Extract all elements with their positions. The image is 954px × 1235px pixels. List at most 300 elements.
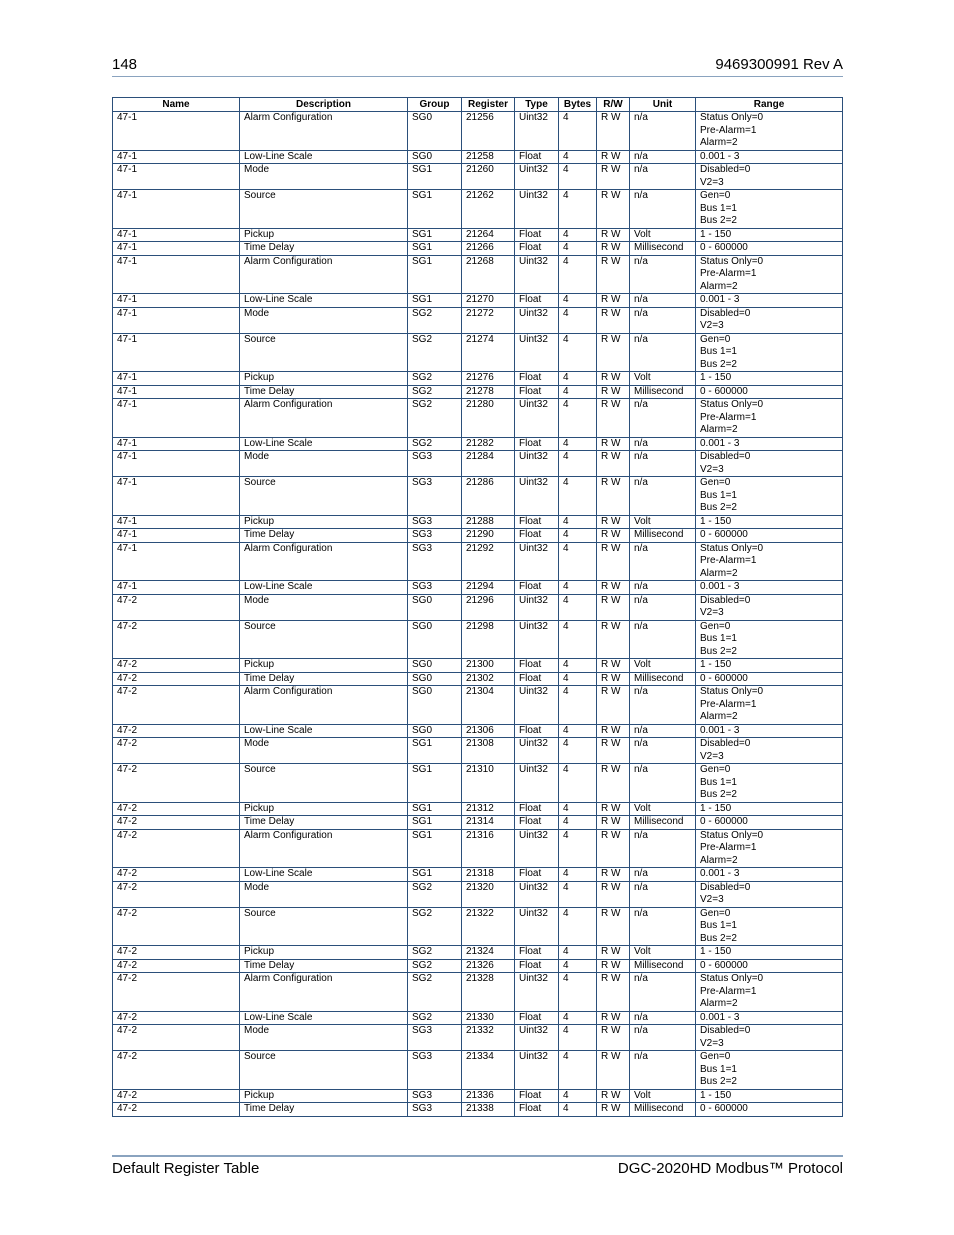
cell-bytes: 4 — [559, 451, 597, 477]
cell-bytes: 4 — [559, 150, 597, 164]
cell-register: 21308 — [462, 738, 515, 764]
cell-register: 21270 — [462, 294, 515, 308]
cell-register: 21272 — [462, 307, 515, 333]
cell-description: Low-Line Scale — [240, 868, 408, 882]
cell-type: Uint32 — [515, 973, 559, 1012]
cell-unit: n/a — [630, 1011, 696, 1025]
cell-range: 0 - 600000 — [696, 385, 843, 399]
cell-range: Gen=0 Bus 1=1 Bus 2=2 — [696, 190, 843, 229]
cell-bytes: 4 — [559, 738, 597, 764]
cell-type: Uint32 — [515, 881, 559, 907]
footer-rule — [112, 1155, 843, 1157]
cell-bytes: 4 — [559, 529, 597, 543]
cell-rw: R W — [597, 307, 630, 333]
cell-description: Time Delay — [240, 672, 408, 686]
cell-unit: n/a — [630, 594, 696, 620]
cell-name: 47-2 — [113, 1103, 240, 1117]
cell-name: 47-1 — [113, 437, 240, 451]
cell-bytes: 4 — [559, 686, 597, 725]
cell-register: 21338 — [462, 1103, 515, 1117]
cell-type: Uint32 — [515, 112, 559, 151]
cell-unit: n/a — [630, 255, 696, 294]
cell-unit: n/a — [630, 764, 696, 803]
cell-group: SG0 — [408, 594, 462, 620]
cell-register: 21278 — [462, 385, 515, 399]
cell-type: Float — [515, 150, 559, 164]
cell-unit: n/a — [630, 150, 696, 164]
cell-group: SG3 — [408, 542, 462, 581]
cell-register: 21328 — [462, 973, 515, 1012]
cell-bytes: 4 — [559, 437, 597, 451]
cell-group: SG2 — [408, 946, 462, 960]
cell-description: Pickup — [240, 515, 408, 529]
cell-bytes: 4 — [559, 1025, 597, 1051]
cell-unit: n/a — [630, 868, 696, 882]
cell-rw: R W — [597, 764, 630, 803]
cell-register: 21330 — [462, 1011, 515, 1025]
table-row — [113, 868, 843, 882]
table-row — [113, 164, 843, 190]
cell-description: Low-Line Scale — [240, 150, 408, 164]
cell-name: 47-1 — [113, 228, 240, 242]
cell-register: 21286 — [462, 477, 515, 516]
cell-group: SG3 — [408, 1103, 462, 1117]
cell-name: 47-2 — [113, 959, 240, 973]
cell-unit: Volt — [630, 372, 696, 386]
cell-name: 47-2 — [113, 1051, 240, 1090]
table-row — [113, 724, 843, 738]
cell-range: Disabled=0 V2=3 — [696, 164, 843, 190]
cell-description: Low-Line Scale — [240, 437, 408, 451]
cell-register: 21298 — [462, 620, 515, 659]
cell-type: Float — [515, 515, 559, 529]
cell-rw: R W — [597, 724, 630, 738]
cell-name: 47-1 — [113, 385, 240, 399]
cell-rw: R W — [597, 333, 630, 372]
cell-rw: R W — [597, 881, 630, 907]
cell-description: Alarm Configuration — [240, 542, 408, 581]
cell-bytes: 4 — [559, 1051, 597, 1090]
cell-type: Uint32 — [515, 829, 559, 868]
table-row — [113, 686, 843, 725]
cell-type: Float — [515, 816, 559, 830]
cell-name: 47-1 — [113, 372, 240, 386]
table-row — [113, 451, 843, 477]
table-row — [113, 529, 843, 543]
cell-rw: R W — [597, 385, 630, 399]
cell-name: 47-1 — [113, 294, 240, 308]
table-row — [113, 1103, 843, 1117]
table-row — [113, 294, 843, 308]
cell-bytes: 4 — [559, 228, 597, 242]
cell-group: SG0 — [408, 724, 462, 738]
cell-unit: n/a — [630, 620, 696, 659]
cell-unit: Volt — [630, 946, 696, 960]
cell-rw: R W — [597, 594, 630, 620]
cell-register: 21292 — [462, 542, 515, 581]
cell-rw: R W — [597, 451, 630, 477]
cell-unit: Millisecond — [630, 385, 696, 399]
cell-name: 47-2 — [113, 659, 240, 673]
cell-description: Time Delay — [240, 529, 408, 543]
cell-bytes: 4 — [559, 724, 597, 738]
cell-description: Source — [240, 333, 408, 372]
cell-description: Time Delay — [240, 242, 408, 256]
cell-rw: R W — [597, 437, 630, 451]
cell-unit: n/a — [630, 190, 696, 229]
cell-rw: R W — [597, 164, 630, 190]
cell-description: Mode — [240, 164, 408, 190]
cell-unit: n/a — [630, 451, 696, 477]
cell-type: Uint32 — [515, 594, 559, 620]
footer-section-title: Default Register Table — [112, 1160, 260, 1177]
table-row — [113, 620, 843, 659]
cell-register: 21294 — [462, 581, 515, 595]
cell-unit: n/a — [630, 477, 696, 516]
cell-unit: Millisecond — [630, 242, 696, 256]
cell-type: Uint32 — [515, 451, 559, 477]
cell-group: SG0 — [408, 672, 462, 686]
cell-type: Float — [515, 437, 559, 451]
cell-group: SG1 — [408, 190, 462, 229]
table-row — [113, 829, 843, 868]
cell-name: 47-2 — [113, 829, 240, 868]
cell-group: SG1 — [408, 802, 462, 816]
cell-bytes: 4 — [559, 907, 597, 946]
cell-description: Low-Line Scale — [240, 581, 408, 595]
page-footer — [112, 1160, 843, 1180]
cell-range: Gen=0 Bus 1=1 Bus 2=2 — [696, 477, 843, 516]
cell-description: Low-Line Scale — [240, 1011, 408, 1025]
cell-type: Uint32 — [515, 190, 559, 229]
cell-register: 21316 — [462, 829, 515, 868]
cell-description: Mode — [240, 307, 408, 333]
cell-description: Alarm Configuration — [240, 686, 408, 725]
cell-description: Source — [240, 190, 408, 229]
cell-unit: n/a — [630, 581, 696, 595]
cell-group: SG0 — [408, 620, 462, 659]
cell-name: 47-2 — [113, 620, 240, 659]
cell-unit: n/a — [630, 437, 696, 451]
cell-group: SG0 — [408, 686, 462, 725]
cell-range: 0.001 - 3 — [696, 294, 843, 308]
cell-group: SG1 — [408, 255, 462, 294]
cell-register: 21280 — [462, 399, 515, 438]
cell-name: 47-2 — [113, 738, 240, 764]
cell-register: 21304 — [462, 686, 515, 725]
cell-unit: Millisecond — [630, 816, 696, 830]
cell-description: Source — [240, 907, 408, 946]
cell-type: Uint32 — [515, 255, 559, 294]
cell-range: 1 - 150 — [696, 1089, 843, 1103]
cell-range: Disabled=0 V2=3 — [696, 594, 843, 620]
cell-group: SG3 — [408, 1025, 462, 1051]
column-header-register: Register — [462, 98, 515, 112]
cell-rw: R W — [597, 190, 630, 229]
cell-rw: R W — [597, 946, 630, 960]
cell-rw: R W — [597, 399, 630, 438]
table-row — [113, 959, 843, 973]
cell-group: SG2 — [408, 333, 462, 372]
cell-rw: R W — [597, 529, 630, 543]
cell-name: 47-2 — [113, 816, 240, 830]
table-row — [113, 437, 843, 451]
table-row — [113, 1051, 843, 1090]
cell-bytes: 4 — [559, 959, 597, 973]
cell-group: SG2 — [408, 385, 462, 399]
cell-name: 47-2 — [113, 881, 240, 907]
cell-name: 47-1 — [113, 190, 240, 229]
cell-range: 1 - 150 — [696, 802, 843, 816]
cell-register: 21260 — [462, 164, 515, 190]
cell-group: SG2 — [408, 399, 462, 438]
cell-description: Source — [240, 477, 408, 516]
cell-range: 0 - 600000 — [696, 242, 843, 256]
cell-unit: n/a — [630, 973, 696, 1012]
column-header-description: Description — [240, 98, 408, 112]
cell-register: 21336 — [462, 1089, 515, 1103]
table-row — [113, 1089, 843, 1103]
cell-register: 21324 — [462, 946, 515, 960]
cell-range: 0.001 - 3 — [696, 868, 843, 882]
table-row — [113, 228, 843, 242]
cell-bytes: 4 — [559, 477, 597, 516]
cell-type: Float — [515, 959, 559, 973]
cell-bytes: 4 — [559, 164, 597, 190]
cell-range: Status Only=0 Pre-Alarm=1 Alarm=2 — [696, 112, 843, 151]
cell-unit: Millisecond — [630, 1103, 696, 1117]
cell-group: SG1 — [408, 816, 462, 830]
table-row — [113, 255, 843, 294]
cell-group: SG2 — [408, 1011, 462, 1025]
cell-register: 21258 — [462, 150, 515, 164]
cell-group: SG3 — [408, 451, 462, 477]
cell-range: Gen=0 Bus 1=1 Bus 2=2 — [696, 620, 843, 659]
cell-name: 47-2 — [113, 764, 240, 803]
cell-unit: Volt — [630, 802, 696, 816]
cell-unit: n/a — [630, 686, 696, 725]
cell-type: Float — [515, 802, 559, 816]
footer-document-title: DGC-2020HD Modbus™ Protocol — [617, 1160, 843, 1177]
cell-rw: R W — [597, 672, 630, 686]
cell-group: SG2 — [408, 437, 462, 451]
header-rule — [112, 76, 843, 77]
cell-type: Float — [515, 1103, 559, 1117]
cell-rw: R W — [597, 228, 630, 242]
cell-range: Gen=0 Bus 1=1 Bus 2=2 — [696, 907, 843, 946]
cell-name: 47-1 — [113, 333, 240, 372]
cell-group: SG1 — [408, 228, 462, 242]
cell-rw: R W — [597, 1051, 630, 1090]
cell-name: 47-1 — [113, 477, 240, 516]
cell-unit: n/a — [630, 1025, 696, 1051]
column-header-rw: R/W — [597, 98, 630, 112]
cell-range: Gen=0 Bus 1=1 Bus 2=2 — [696, 333, 843, 372]
cell-name: 47-1 — [113, 399, 240, 438]
cell-rw: R W — [597, 973, 630, 1012]
cell-description: Time Delay — [240, 816, 408, 830]
register-table — [112, 97, 843, 1117]
table-row — [113, 385, 843, 399]
cell-name: 47-1 — [113, 581, 240, 595]
cell-range: 1 - 150 — [696, 372, 843, 386]
cell-type: Float — [515, 946, 559, 960]
cell-rw: R W — [597, 1011, 630, 1025]
cell-range: 0.001 - 3 — [696, 581, 843, 595]
cell-register: 21302 — [462, 672, 515, 686]
cell-type: Uint32 — [515, 907, 559, 946]
cell-rw: R W — [597, 868, 630, 882]
cell-unit: n/a — [630, 542, 696, 581]
cell-bytes: 4 — [559, 816, 597, 830]
cell-range: Status Only=0 Pre-Alarm=1 Alarm=2 — [696, 829, 843, 868]
cell-name: 47-2 — [113, 973, 240, 1012]
cell-name: 47-1 — [113, 164, 240, 190]
cell-name: 47-1 — [113, 150, 240, 164]
cell-rw: R W — [597, 477, 630, 516]
cell-rw: R W — [597, 1089, 630, 1103]
table-row — [113, 190, 843, 229]
cell-group: SG3 — [408, 1089, 462, 1103]
table-row — [113, 672, 843, 686]
cell-unit: n/a — [630, 333, 696, 372]
table-row — [113, 150, 843, 164]
cell-group: SG3 — [408, 515, 462, 529]
cell-type: Float — [515, 294, 559, 308]
cell-unit: n/a — [630, 1051, 696, 1090]
cell-description: Mode — [240, 881, 408, 907]
cell-group: SG1 — [408, 829, 462, 868]
cell-register: 21264 — [462, 228, 515, 242]
cell-group: SG1 — [408, 868, 462, 882]
cell-type: Float — [515, 1089, 559, 1103]
cell-description: Time Delay — [240, 385, 408, 399]
cell-description: Pickup — [240, 802, 408, 816]
cell-unit: Millisecond — [630, 959, 696, 973]
cell-range: 1 - 150 — [696, 659, 843, 673]
cell-description: Low-Line Scale — [240, 294, 408, 308]
cell-description: Alarm Configuration — [240, 255, 408, 294]
cell-description: Pickup — [240, 228, 408, 242]
cell-name: 47-2 — [113, 1011, 240, 1025]
cell-type: Uint32 — [515, 333, 559, 372]
column-header-group: Group — [408, 98, 462, 112]
cell-range: Disabled=0 V2=3 — [696, 738, 843, 764]
cell-unit: n/a — [630, 738, 696, 764]
table-row — [113, 1025, 843, 1051]
cell-range: 1 - 150 — [696, 946, 843, 960]
cell-description: Low-Line Scale — [240, 724, 408, 738]
cell-range: 0.001 - 3 — [696, 437, 843, 451]
table-row — [113, 399, 843, 438]
cell-group: SG2 — [408, 881, 462, 907]
cell-bytes: 4 — [559, 881, 597, 907]
cell-type: Float — [515, 529, 559, 543]
cell-unit: Volt — [630, 1089, 696, 1103]
cell-unit: n/a — [630, 307, 696, 333]
cell-type: Float — [515, 581, 559, 595]
cell-group: SG0 — [408, 150, 462, 164]
cell-range: Gen=0 Bus 1=1 Bus 2=2 — [696, 1051, 843, 1090]
cell-group: SG0 — [408, 112, 462, 151]
cell-name: 47-2 — [113, 594, 240, 620]
cell-register: 21334 — [462, 1051, 515, 1090]
cell-register: 21326 — [462, 959, 515, 973]
cell-register: 21268 — [462, 255, 515, 294]
cell-type: Uint32 — [515, 164, 559, 190]
cell-description: Pickup — [240, 1089, 408, 1103]
cell-group: SG3 — [408, 1051, 462, 1090]
cell-range: Disabled=0 V2=3 — [696, 1025, 843, 1051]
cell-register: 21300 — [462, 659, 515, 673]
table-row — [113, 542, 843, 581]
cell-range: Disabled=0 V2=3 — [696, 881, 843, 907]
cell-rw: R W — [597, 1103, 630, 1117]
table-row — [113, 372, 843, 386]
cell-unit: n/a — [630, 164, 696, 190]
cell-group: SG0 — [408, 659, 462, 673]
cell-type: Float — [515, 659, 559, 673]
cell-bytes: 4 — [559, 333, 597, 372]
cell-name: 47-2 — [113, 1025, 240, 1051]
cell-rw: R W — [597, 294, 630, 308]
cell-type: Uint32 — [515, 477, 559, 516]
cell-rw: R W — [597, 659, 630, 673]
table-row — [113, 659, 843, 673]
cell-range: Status Only=0 Pre-Alarm=1 Alarm=2 — [696, 686, 843, 725]
cell-bytes: 4 — [559, 672, 597, 686]
cell-group: SG2 — [408, 959, 462, 973]
cell-description: Source — [240, 764, 408, 803]
cell-register: 21306 — [462, 724, 515, 738]
cell-name: 47-2 — [113, 686, 240, 725]
column-header-unit: Unit — [630, 98, 696, 112]
cell-range: 0.001 - 3 — [696, 150, 843, 164]
table-row — [113, 802, 843, 816]
cell-rw: R W — [597, 242, 630, 256]
cell-unit: n/a — [630, 112, 696, 151]
cell-bytes: 4 — [559, 659, 597, 673]
cell-bytes: 4 — [559, 1089, 597, 1103]
table-row — [113, 973, 843, 1012]
cell-range: Status Only=0 Pre-Alarm=1 Alarm=2 — [696, 973, 843, 1012]
cell-type: Uint32 — [515, 738, 559, 764]
cell-range: 0 - 600000 — [696, 672, 843, 686]
cell-type: Float — [515, 868, 559, 882]
cell-rw: R W — [597, 255, 630, 294]
cell-register: 21284 — [462, 451, 515, 477]
cell-register: 21266 — [462, 242, 515, 256]
cell-group: SG1 — [408, 764, 462, 803]
cell-name: 47-2 — [113, 802, 240, 816]
cell-description: Pickup — [240, 946, 408, 960]
cell-range: Status Only=0 Pre-Alarm=1 Alarm=2 — [696, 399, 843, 438]
cell-description: Time Delay — [240, 959, 408, 973]
cell-name: 47-1 — [113, 529, 240, 543]
cell-register: 21320 — [462, 881, 515, 907]
cell-type: Float — [515, 242, 559, 256]
cell-type: Uint32 — [515, 542, 559, 581]
cell-unit: Volt — [630, 659, 696, 673]
cell-bytes: 4 — [559, 385, 597, 399]
cell-bytes: 4 — [559, 112, 597, 151]
cell-name: 47-2 — [113, 868, 240, 882]
cell-unit: n/a — [630, 881, 696, 907]
cell-type: Uint32 — [515, 764, 559, 803]
cell-range: 1 - 150 — [696, 515, 843, 529]
cell-rw: R W — [597, 515, 630, 529]
cell-type: Float — [515, 672, 559, 686]
